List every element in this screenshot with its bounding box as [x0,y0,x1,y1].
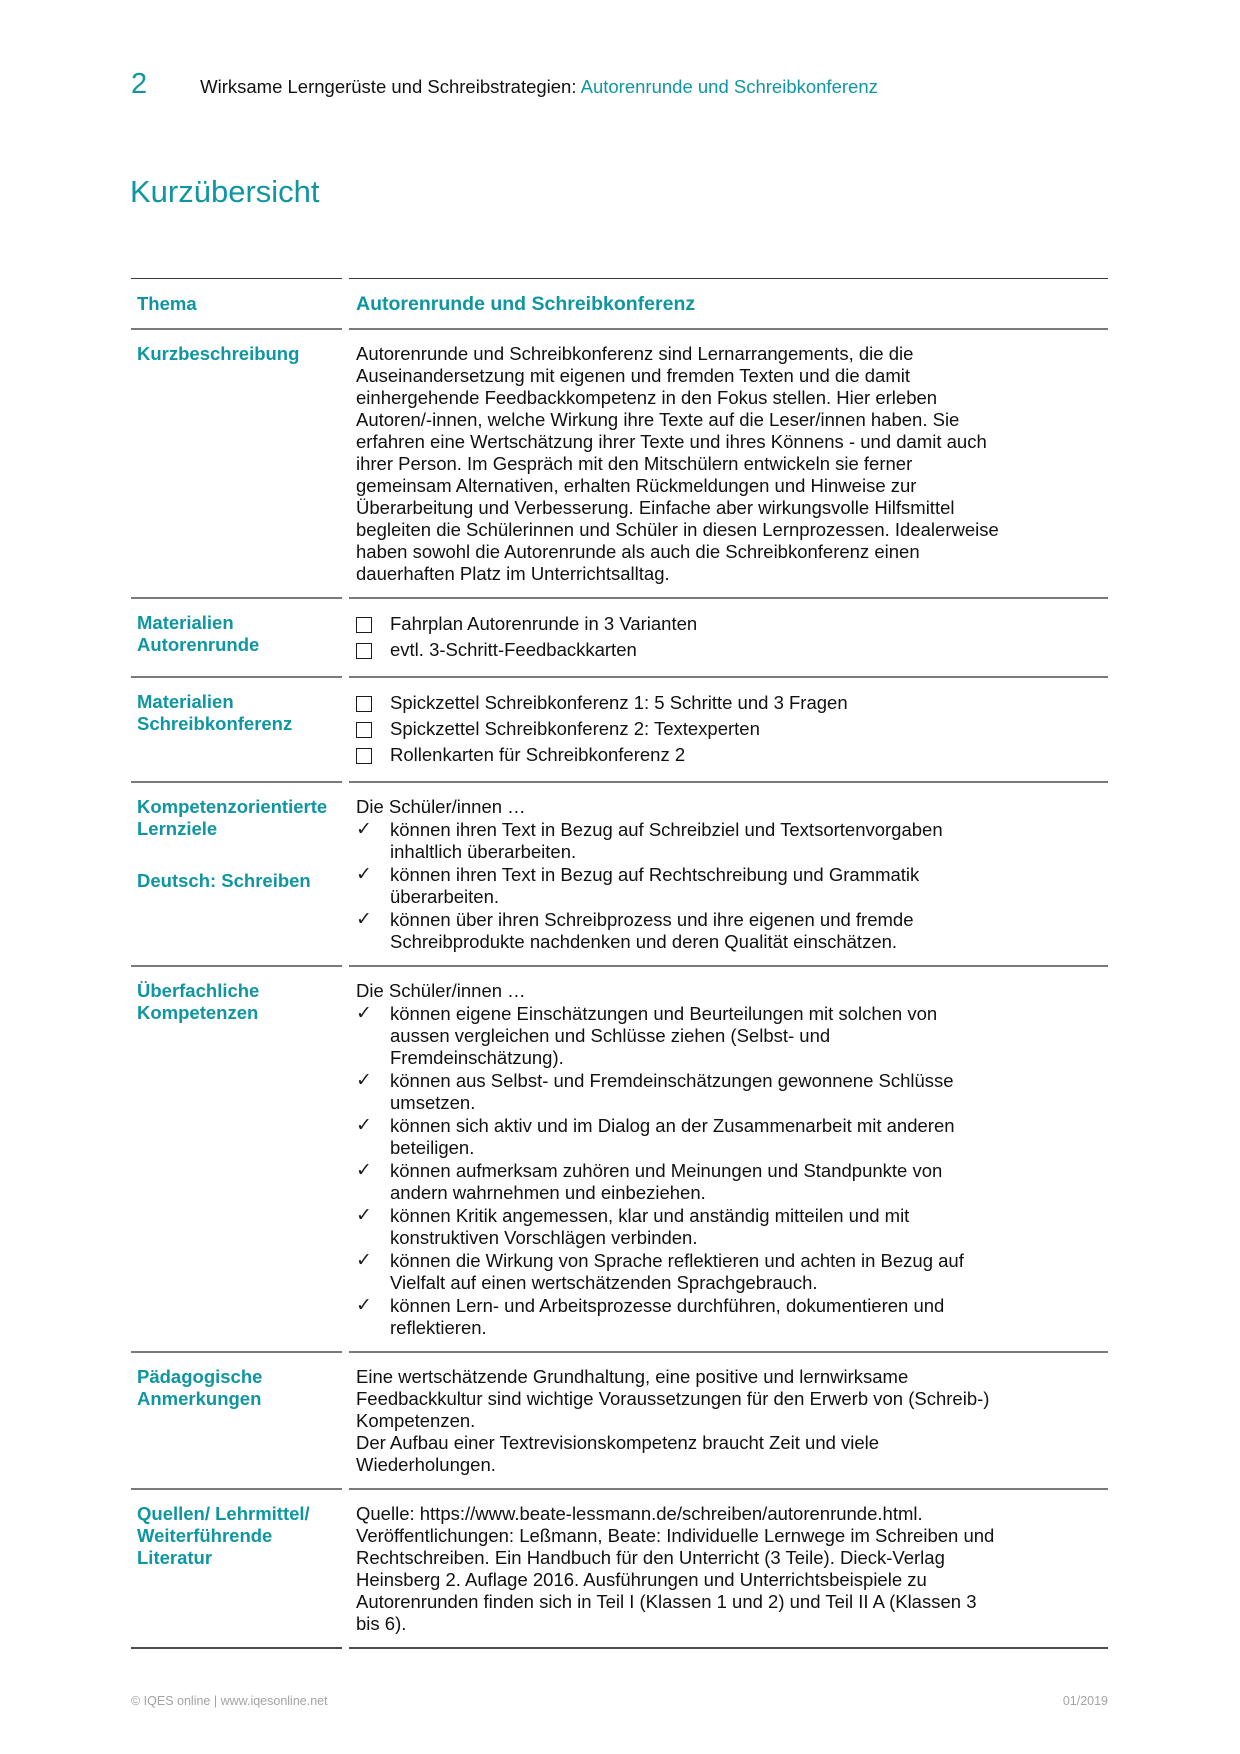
row-label [137,870,338,892]
paragraph: Quelle: https://www.beate-lessmann.de/schreiben/autorenrunde.html. [356,1503,923,1524]
checkmark-icon: ✓ [356,1115,372,1136]
table-row [131,781,1108,965]
table-row [131,1488,1108,1647]
row-content-cell [349,597,1108,676]
paragraph: Autorenrunde und Schreibkonferenz sind Lernarrangements, die die Auseinandersetzung mit eigenen und fremden Texten und die damit einhergehende Feedbackkompetenz in den Fokus stellen. Hier erleben Autoren/-innen, welche Wirkung ihre Texte auf die Leser/innen haben. Sie erfahren eine Wertschätzung ihrer Texte und ihres Könnens - und damit auch ihrer Person. Im Gespräch mit den Mitschülern entwickeln sie ferner gemeinsam Alternativen, erhalten Rückmeldungen und Hinweise zur Überarbeitung und Verbesserung. Einfache aber wirkungsvolle Hilfsmittel begleiten die Schülerinnen und Schüler in diesen Lernprozessen. Idealerweise haben sowohl die Autorenrunde als auch die Schreibkonferenz einen dauerhaften Platz im Unterrichtsalltag. [356,343,999,584]
checkmark-icon: ✓ [356,909,372,930]
row-content-cell [349,676,1108,781]
row-label-cell [131,781,342,965]
table-row [131,676,1108,781]
check-item [356,1160,1000,1204]
item-text: können ihren Text in Bezug auf Schreibziel und Textsortenvorgaben inhaltlich überarbeiten. [390,819,943,862]
item-text: können Kritik angemessen, klar und anständig mitteilen und mit konstruktiven Vorschlägen verbinden. [390,1205,910,1248]
item-text: können Lern- und Arbeitsprozesse durchführen, dokumentieren und reflektieren. [390,1295,945,1338]
intro: Die Schüler/innen … [356,796,526,817]
checkbox-item [356,639,1000,664]
chapter-number: 2 [131,68,148,100]
row-label-cell [131,597,342,676]
row-label-line: Literatur [137,1547,213,1568]
check-item [356,1003,1000,1069]
item-text: können aus Selbst- und Fremdeinschätzungen gewonnene Schlüsse umsetzen. [390,1070,954,1113]
intro: Die Schüler/innen … [356,980,526,1001]
item-text: können ihren Text in Bezug auf Rechtschreibung und Grammatik überarbeiten. [390,864,920,907]
paragraph: Der Aufbau einer Textrevisionskompetenz braucht Zeit und viele Wiederholungen. [356,1432,880,1475]
row-label-line: Pädagogische [137,1366,263,1387]
item-text: Rollenkarten für Schreibkonferenz 2 [390,744,686,765]
check-item [356,819,1000,863]
footer-copyright: © IQES online | www.iqesonline.net [131,1694,328,1708]
row-label-line: Materialien [137,691,234,712]
running-title-black: Wirksame Lerngerüste und Schreibstrategien: [200,76,581,97]
check-item [356,909,1000,953]
footer-date: 01/2019 [1062,1694,1108,1708]
page-footer [131,1694,1108,1708]
item-text: können die Wirkung von Sprache reflektieren und achten in Bezug auf Vielfalt auf einen wertschätzenden Sprachgebrauch. [390,1250,964,1293]
row-content-cell [349,781,1108,965]
checkbox-icon [356,613,390,638]
check-item [356,864,1000,908]
check-item [356,1070,1000,1114]
row-label-line: Schreibkonferenz [137,713,293,734]
item-text: Fahrplan Autorenrunde in 3 Varianten [390,613,698,634]
table-header-row [131,278,1108,328]
checkbox-item [356,744,1000,769]
row-content-cell [349,965,1108,1351]
row-label-line: Kompetenzen [137,1002,259,1023]
table-row [131,597,1108,676]
checkmark-icon: ✓ [356,1250,372,1271]
row-label-line: Kompetenzorientierte [137,796,328,817]
row-label-line: Lernziele [137,818,218,839]
item-text: können sich aktiv und im Dialog an der Zusammenarbeit mit anderen beteiligen. [390,1115,955,1158]
header-value: Autorenrunde und Schreibkonferenz [356,293,696,315]
row-content-cell [349,1351,1108,1488]
row-label-line: Anmerkungen [137,1388,262,1409]
table-bottom-rule [131,1647,1108,1649]
item-text: können aufmerksam zuhören und Meinungen und Standpunkte von andern wahrnehmen und einbeziehen. [390,1160,943,1203]
checkmark-icon: ✓ [356,864,372,885]
checkmark-icon: ✓ [356,819,372,840]
checkmark-icon: ✓ [356,1160,372,1181]
header-value-cell [349,278,1108,328]
row-label [137,343,338,365]
row-label-line: Materialien [137,612,234,633]
paragraph: Eine wertschätzende Grundhaltung, eine positive und lernwirksame Feedbackkultur sind wichtige Voraussetzungen für den Erwerb von (Schreib-) Kompetenzen. [356,1366,990,1431]
table-row [131,328,1108,597]
row-label-line: Überfachliche [137,980,260,1001]
checkbox-item [356,718,1000,743]
checkbox-item [356,692,1000,717]
running-title-teal: Autorenrunde und Schreibkonferenz [580,76,878,97]
overview-table [131,278,1108,1649]
header-label: Thema [137,293,197,314]
row-label [137,1366,338,1410]
row-label-line: Weiterführende [137,1525,273,1546]
item-text: Spickzettel Schreibkonferenz 1: 5 Schritte und 3 Fragen [390,692,848,713]
checkmark-icon: ✓ [356,1295,372,1316]
row-label-cell [131,328,342,597]
row-label [137,1503,338,1569]
row-label-cell [131,676,342,781]
checkmark-icon: ✓ [356,1070,372,1091]
check-item [356,1250,1000,1294]
bottom-rule-content-segment [349,1647,1108,1649]
row-label [137,691,338,735]
row-label-line: Quellen/ Lehrmittel/ [137,1503,310,1524]
checkbox-icon [356,718,390,743]
page-header [131,68,1108,101]
row-label [137,980,338,1024]
bottom-rule-label-segment [131,1647,342,1649]
table-row [131,965,1108,1351]
checkbox-icon [356,639,390,664]
row-label-cell [131,1351,342,1488]
checkmark-icon: ✓ [356,1205,372,1226]
row-label-line: Autorenrunde [137,634,260,655]
item-text: können eigene Einschätzungen und Beurteilungen mit solchen von aussen vergleichen und Schlüsse ziehen (Selbst- und Fremdeinschätzung). [390,1003,938,1068]
checkbox-icon [356,744,390,769]
check-item [356,1205,1000,1249]
row-label-cell [131,1488,342,1647]
row-label [137,796,338,840]
check-item [356,1295,1000,1339]
checkbox-item [356,613,1000,638]
row-label-cell [131,965,342,1351]
row-label [137,612,338,656]
row-content-cell [349,1488,1108,1647]
page-title: Kurzübersicht [130,174,320,209]
checkmark-icon: ✓ [356,1003,372,1024]
item-text: evtl. 3-Schritt-Feedbackkarten [390,639,637,660]
row-label-line: Kurzbeschreibung [137,343,300,364]
paragraph: Veröffentlichungen: Leßmann, Beate: Individuelle Lernwege im Schreiben und Rechtschreiben. Ein Handbuch für den Unterricht (3 Teile). Dieck-Verlag Heinsberg 2. Auflage 2016. Ausführungen und Unterrichtsbeispiele zu Autorenrunden finden sich in Teil I (Klassen 1 und 2) und Teil II A (Klassen 3 bis 6). [356,1525,995,1634]
item-text: können über ihren Schreibprozess und ihre eigenen und fremde Schreibprodukte nachdenken und deren Qualität einschätzen. [390,909,914,952]
item-text: Spickzettel Schreibkonferenz 2: Textexperten [390,718,760,739]
row-label-line: Deutsch: Schreiben [137,870,311,891]
running-title [200,76,878,98]
table-body [131,328,1108,1647]
table-row [131,1351,1108,1488]
header-label-cell [131,278,342,328]
checkbox-icon [356,692,390,717]
row-content-cell [349,328,1108,597]
check-item [356,1115,1000,1159]
